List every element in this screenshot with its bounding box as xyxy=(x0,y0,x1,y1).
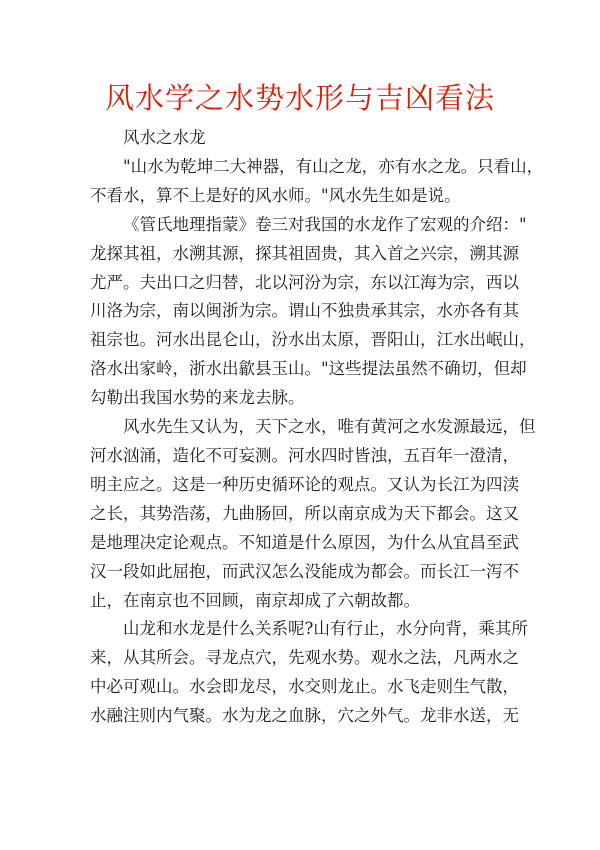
text-line: 尤严。夫出口之归替，北以河汾为宗，东以江海为宗，西以 xyxy=(90,272,519,292)
text-line: 风水之水龙 xyxy=(123,128,206,147)
text-line: 中必可观山。水会即龙尽，水交则龙止。水飞走则生气散， xyxy=(90,677,519,697)
text-line: 汉一段如此屈抱，而武汉怎么没能成为都会。而长江一泻不 xyxy=(90,561,519,581)
text-line: 河水汹涌，造化不可妄测。河水四时皆浊，五百年一澄清， xyxy=(90,445,519,465)
text-line: 祖宗也。河水出昆仑山，汾水出太原，晋阳山，江水出岷山， xyxy=(90,330,536,350)
text-line: 风水先生又认为，天下之水，唯有黄河之水发源最远，但 xyxy=(123,417,536,437)
text-line: 《管氏地理指蒙》卷三对我国的水龙作了宏观的介绍：" xyxy=(123,214,527,234)
text-line: 来，从其所会。寻龙点穴，先观水势。观水之法，凡两水之 xyxy=(90,648,519,668)
text-line: 是地理决定论观点。不知道是什么原因，为什么从宜昌至武 xyxy=(90,532,519,552)
text-line: "山水为乾坤二大神器，有山之龙，亦有水之龙。只看山， xyxy=(123,156,544,176)
text-line: 之长，其势浩荡，九曲肠回，所以南京成为天下都会。这又 xyxy=(90,503,519,523)
document-title: 风水学之水势水形与吉凶看法 xyxy=(104,81,495,115)
text-line: 明主应之。这是一种历史循环论的观点。又认为长江为四渎 xyxy=(90,474,519,494)
text-line: 止，在南京也不回顾，南京却成了六朝故都。 xyxy=(90,590,420,610)
text-line: 山龙和水龙是什么关系呢?山有行止，水分向背，乘其所 xyxy=(123,619,528,639)
text-line: 洛水出家岭，浙水出歙县玉山。"这些提法虽然不确切，但却 xyxy=(90,359,527,379)
text-line: 水融注则内气聚。水为龙之血脉，穴之外气。龙非水送，无 xyxy=(90,706,519,726)
text-line: 勾勒出我国水势的来龙去脉。 xyxy=(90,388,305,408)
text-line: 不看水，算不上是好的风水师。"风水先生如是说。 xyxy=(90,185,461,205)
text-line: 川洛为宗，南以闽浙为宗。谓山不独贵承其宗，水亦各有其 xyxy=(90,301,519,321)
text-line: 龙探其祖，水溯其源，探其祖固贵，其入首之兴宗，溯其源 xyxy=(90,243,519,263)
document-body xyxy=(90,124,544,731)
